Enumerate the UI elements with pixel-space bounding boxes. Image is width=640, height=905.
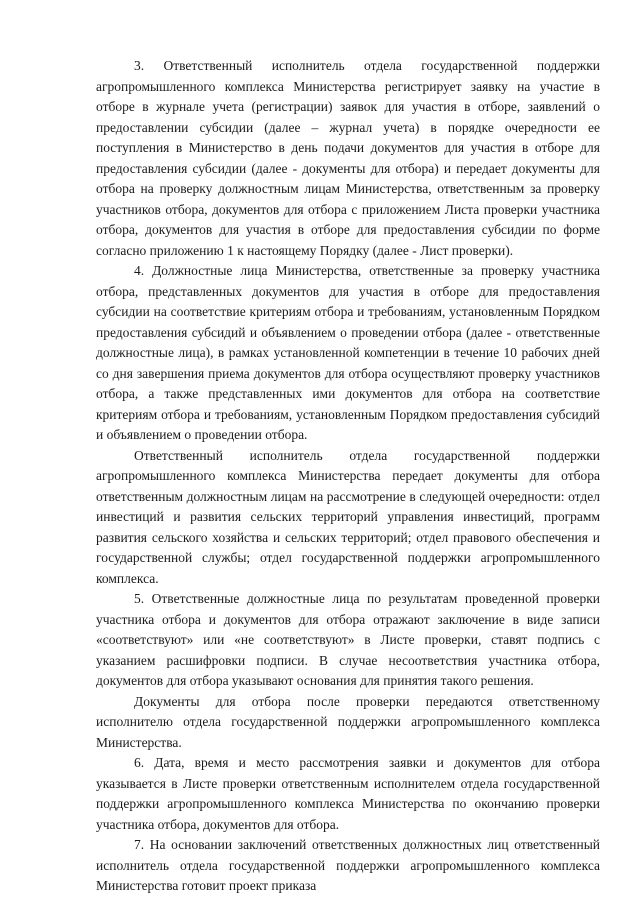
paragraph-3: 3. Ответственный исполнитель отдела государственной поддержки агропромышленного комплекса Министерства регистрирует заявку на участие в отборе в журнале учета (регистрации) заявок для участия в отборе, заявлений о предоставлении субсидии (далее – журнал учета) в порядке очередности ее поступления в Министерство в день подачи документов для участия в отборе для предоставления субсидии (далее - документы для отбора) и передает документы для отбора на проверку должностным лицам Министерства, ответственным за проверку участников отбора, документов для отбора с приложением Листа проверки участника отбора, документов для участия в отборе для предоставления субсидии по форме согласно приложению 1 к настоящему Порядку (далее - Лист проверки). <box>96 58 600 258</box>
paragraph-6: 6. Дата, время и место рассмотрения заявки и документов для отбора указывается в Листе проверки ответственным исполнителем отдела государственной поддержки агропромышленного комплекса Министерства по окончанию проверки участника отбора, документов для отбора. <box>96 755 600 832</box>
paragraph-4: 4. Должностные лица Министерства, ответственные за проверку участника отбора, представленных документов для участия в отборе для предоставления субсидии на соответствие критериям отбора и требованиям, установленным Порядком предоставления субсидий и объявлением о проведении отбора (далее - ответственные должностные лица), в рамках установленной компетенции в течение 10 рабочих дней со дня завершения приема документов для отбора осуществляют проверку участников отбора, а также представленных ими документов для отбора на соответствие критериям отбора и требованиям, установленным Порядком предоставления субсидий и объявлением о проведении отбора. <box>96 263 600 442</box>
document-page <box>96 56 600 897</box>
paragraph-5: 5. Ответственные должностные лица по результатам проведенной проверки участника отбора и документов для отбора отражают заключение в виде записи «соответствуют» или «не соответствуют» в Листе проверки, ставят подпись с указанием расшифровки подписи. В случае несоответствия участника отбора, документов для отбора указывают основания для принятия такого решения. <box>96 591 600 688</box>
paragraph-5-continued: Документы для отбора после проверки передаются ответственному исполнителю отдела государственной поддержки агропромышленного комплекса Министерства. <box>96 693 600 750</box>
paragraph-7: 7. На основании заключений ответственных должностных лиц ответственный исполнитель отдела государственной поддержки агропромышленного комплекса Министерства готовит проект приказа <box>96 837 600 893</box>
paragraph-4-continued: Ответственный исполнитель отдела государственной поддержки агропромышленного комплекса Министерства передает документы для отбора ответственным должностным лицам на рассмотрение в следующей очередности: отдел инвестиций и развития сельских территорий управления инвестиций, программ развития сельского хозяйства и сельских территорий; отдел правового обеспечения и государственной службы; отдел государственной поддержки агропромышленного комплекса. <box>96 447 600 586</box>
